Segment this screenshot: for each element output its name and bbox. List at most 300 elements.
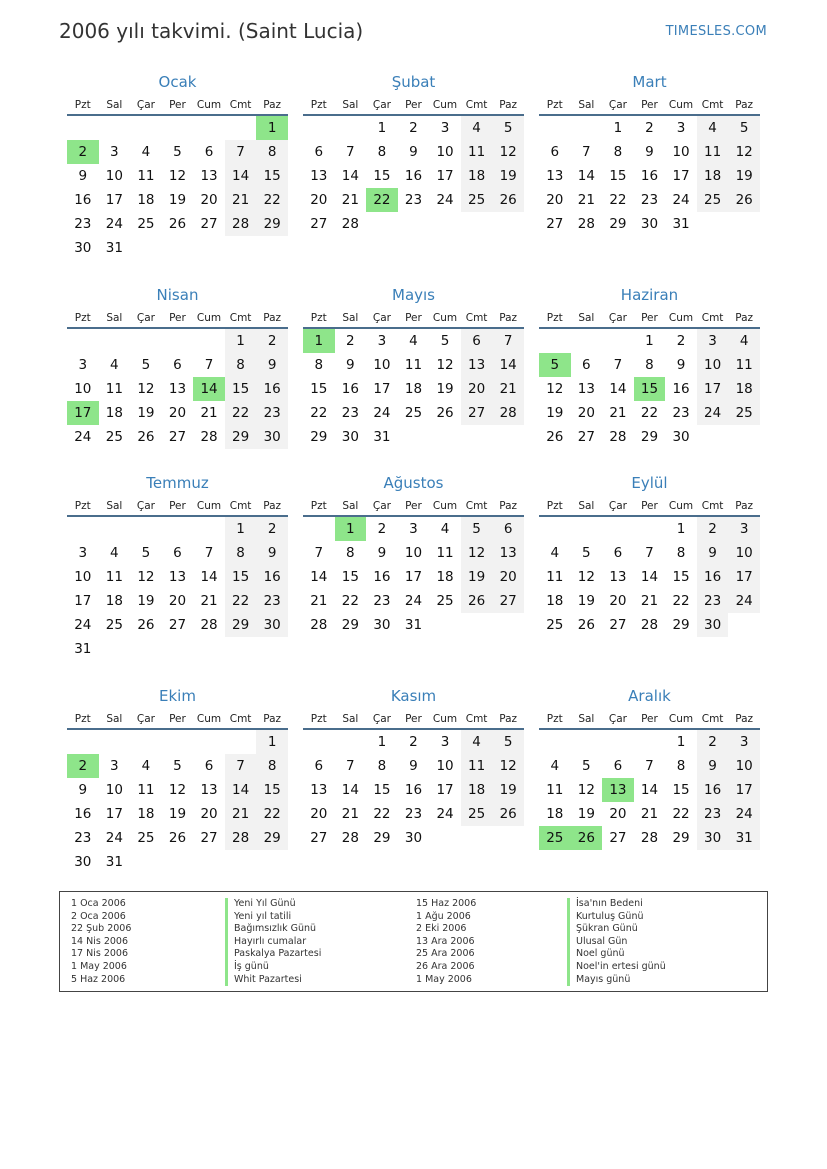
day-cell[interactable]: 9 <box>346 357 355 373</box>
weekend-day-cell[interactable]: 21 <box>492 377 524 401</box>
weekend-day-cell[interactable]: 30 <box>697 613 729 637</box>
day-cell[interactable]: 24 <box>672 192 690 208</box>
day-cell[interactable]: 31 <box>105 240 123 256</box>
holiday-day-cell[interactable]: 17 <box>67 401 99 425</box>
day-cell[interactable]: 23 <box>341 405 359 421</box>
day-cell[interactable]: 6 <box>314 758 324 774</box>
weekend-day-cell[interactable]: 12 <box>492 140 524 164</box>
weekend-day-cell[interactable]: 25 <box>461 802 493 826</box>
weekend-day-cell[interactable]: 15 <box>256 164 288 188</box>
weekend-day-cell[interactable]: 25 <box>461 188 493 212</box>
holiday-day-cell[interactable]: 22 <box>366 188 398 212</box>
weekend-day-cell[interactable]: 9 <box>256 541 288 565</box>
weekend-day-cell[interactable]: 8 <box>225 541 257 565</box>
weekend-day-cell[interactable]: 6 <box>492 517 524 541</box>
day-cell[interactable]: 18 <box>137 806 155 822</box>
day-cell[interactable]: 27 <box>546 216 564 232</box>
weekend-day-cell[interactable]: 23 <box>256 401 288 425</box>
day-cell[interactable]: 8 <box>676 758 686 774</box>
day-cell[interactable]: 4 <box>110 357 119 373</box>
day-cell[interactable]: 14 <box>310 569 328 585</box>
day-cell[interactable]: 10 <box>105 782 123 798</box>
day-cell[interactable]: 23 <box>672 405 690 421</box>
weekend-day-cell[interactable]: 8 <box>225 353 257 377</box>
day-cell[interactable]: 20 <box>310 192 328 208</box>
day-cell[interactable]: 17 <box>436 782 454 798</box>
day-cell[interactable]: 7 <box>204 357 214 373</box>
day-cell[interactable]: 26 <box>546 429 564 445</box>
day-cell[interactable]: 7 <box>613 357 623 373</box>
weekend-day-cell[interactable]: 18 <box>728 377 760 401</box>
weekend-day-cell[interactable]: 8 <box>256 754 288 778</box>
weekend-day-cell[interactable]: 22 <box>256 188 288 212</box>
day-cell[interactable]: 15 <box>373 782 391 798</box>
day-cell[interactable]: 11 <box>137 782 155 798</box>
weekend-day-cell[interactable]: 2 <box>697 730 729 754</box>
day-cell[interactable]: 25 <box>404 405 423 421</box>
day-cell[interactable]: 24 <box>105 216 123 232</box>
day-cell[interactable]: 6 <box>173 357 182 373</box>
day-cell[interactable]: 2 <box>409 734 418 750</box>
weekend-day-cell[interactable]: 13 <box>461 353 493 377</box>
day-cell[interactable]: 19 <box>168 192 187 208</box>
day-cell[interactable]: 5 <box>141 545 151 561</box>
day-cell[interactable]: 4 <box>440 521 450 537</box>
weekend-day-cell[interactable]: 29 <box>256 826 288 850</box>
day-cell[interactable]: 19 <box>168 806 187 822</box>
day-cell[interactable]: 5 <box>173 144 182 160</box>
weekend-day-cell[interactable]: 30 <box>697 826 729 850</box>
day-cell[interactable]: 12 <box>168 782 187 798</box>
day-cell[interactable]: 25 <box>105 617 123 633</box>
weekend-day-cell[interactable]: 29 <box>225 613 257 637</box>
day-cell[interactable]: 27 <box>200 830 218 846</box>
day-cell[interactable]: 11 <box>404 357 423 373</box>
weekend-day-cell[interactable]: 22 <box>225 401 257 425</box>
day-cell[interactable]: 21 <box>341 192 359 208</box>
day-cell[interactable]: 22 <box>341 593 359 609</box>
day-cell[interactable]: 3 <box>440 120 450 136</box>
day-cell[interactable]: 5 <box>440 333 450 349</box>
day-cell[interactable]: 25 <box>137 830 155 846</box>
day-cell[interactable]: 17 <box>672 168 690 184</box>
day-cell[interactable]: 14 <box>640 782 659 798</box>
weekend-day-cell[interactable]: 4 <box>461 116 493 140</box>
holiday-day-cell[interactable]: 2 <box>67 140 99 164</box>
day-cell[interactable]: 16 <box>373 569 391 585</box>
weekend-day-cell[interactable]: 26 <box>728 188 760 212</box>
day-cell[interactable]: 26 <box>137 429 155 445</box>
day-cell[interactable]: 13 <box>577 381 595 397</box>
weekend-day-cell[interactable]: 18 <box>461 164 493 188</box>
day-cell[interactable]: 16 <box>672 381 690 397</box>
weekend-day-cell[interactable]: 10 <box>728 541 760 565</box>
day-cell[interactable]: 22 <box>672 806 690 822</box>
day-cell[interactable]: 18 <box>546 593 564 609</box>
day-cell[interactable]: 9 <box>377 545 387 561</box>
day-cell[interactable]: 30 <box>404 830 423 846</box>
day-cell[interactable]: 7 <box>346 758 355 774</box>
day-cell[interactable]: 4 <box>110 545 119 561</box>
day-cell[interactable]: 6 <box>204 144 214 160</box>
day-cell[interactable]: 12 <box>546 381 564 397</box>
day-cell[interactable]: 13 <box>546 168 564 184</box>
day-cell[interactable]: 19 <box>436 381 454 397</box>
day-cell[interactable]: 5 <box>141 357 151 373</box>
day-cell[interactable]: 27 <box>609 830 627 846</box>
day-cell[interactable]: 30 <box>74 240 92 256</box>
day-cell[interactable]: 7 <box>645 758 654 774</box>
day-cell[interactable]: 14 <box>609 381 627 397</box>
weekend-day-cell[interactable]: 15 <box>225 565 257 589</box>
day-cell[interactable]: 19 <box>546 405 564 421</box>
day-cell[interactable]: 18 <box>137 192 155 208</box>
day-cell[interactable]: 11 <box>546 782 564 798</box>
day-cell[interactable]: 27 <box>577 429 595 445</box>
weekend-day-cell[interactable]: 16 <box>256 565 288 589</box>
day-cell[interactable]: 2 <box>377 521 387 537</box>
day-cell[interactable]: 21 <box>200 593 218 609</box>
day-cell[interactable]: 27 <box>200 216 218 232</box>
day-cell[interactable]: 16 <box>74 192 92 208</box>
day-cell[interactable]: 24 <box>436 192 454 208</box>
day-cell[interactable]: 17 <box>436 168 454 184</box>
day-cell[interactable]: 31 <box>74 641 92 657</box>
day-cell[interactable]: 31 <box>373 429 391 445</box>
weekend-day-cell[interactable]: 2 <box>697 517 729 541</box>
day-cell[interactable]: 14 <box>341 782 359 798</box>
day-cell[interactable]: 26 <box>168 830 187 846</box>
weekend-day-cell[interactable]: 10 <box>697 353 729 377</box>
day-cell[interactable]: 18 <box>105 405 123 421</box>
day-cell[interactable]: 8 <box>346 545 355 561</box>
weekend-day-cell[interactable]: 28 <box>225 212 257 236</box>
day-cell[interactable]: 10 <box>404 545 423 561</box>
weekend-day-cell[interactable]: 7 <box>492 329 524 353</box>
day-cell[interactable]: 3 <box>440 734 450 750</box>
day-cell[interactable]: 9 <box>78 168 88 184</box>
holiday-day-cell[interactable]: 15 <box>634 377 666 401</box>
day-cell[interactable]: 10 <box>373 357 391 373</box>
day-cell[interactable]: 27 <box>168 617 187 633</box>
day-cell[interactable]: 29 <box>640 429 659 445</box>
weekend-day-cell[interactable]: 17 <box>697 377 729 401</box>
day-cell[interactable]: 22 <box>373 806 391 822</box>
weekend-day-cell[interactable]: 18 <box>461 778 493 802</box>
day-cell[interactable]: 6 <box>613 545 623 561</box>
weekend-day-cell[interactable]: 11 <box>728 353 760 377</box>
day-cell[interactable]: 6 <box>550 144 560 160</box>
day-cell[interactable]: 30 <box>672 429 690 445</box>
day-cell[interactable]: 18 <box>546 806 564 822</box>
day-cell[interactable]: 8 <box>377 144 387 160</box>
weekend-day-cell[interactable]: 20 <box>492 565 524 589</box>
holiday-day-cell[interactable]: 26 <box>571 826 603 850</box>
day-cell[interactable]: 30 <box>74 854 92 870</box>
day-cell[interactable]: 20 <box>310 806 328 822</box>
weekend-day-cell[interactable]: 2 <box>256 329 288 353</box>
weekend-day-cell[interactable]: 15 <box>225 377 257 401</box>
day-cell[interactable]: 23 <box>404 192 423 208</box>
day-cell[interactable]: 11 <box>105 569 123 585</box>
day-cell[interactable]: 14 <box>577 168 595 184</box>
day-cell[interactable]: 1 <box>645 333 654 349</box>
holiday-day-cell[interactable]: 1 <box>303 329 335 353</box>
day-cell[interactable]: 13 <box>200 168 218 184</box>
day-cell[interactable]: 7 <box>204 545 214 561</box>
weekend-day-cell[interactable]: 30 <box>256 425 288 449</box>
weekend-day-cell[interactable]: 19 <box>461 565 493 589</box>
day-cell[interactable]: 13 <box>310 782 328 798</box>
weekend-day-cell[interactable]: 9 <box>256 353 288 377</box>
day-cell[interactable]: 2 <box>346 333 355 349</box>
weekend-day-cell[interactable]: 26 <box>492 188 524 212</box>
day-cell[interactable]: 28 <box>200 617 218 633</box>
day-cell[interactable]: 17 <box>74 593 92 609</box>
weekend-day-cell[interactable]: 5 <box>461 517 493 541</box>
weekend-day-cell[interactable]: 4 <box>728 329 760 353</box>
weekend-day-cell[interactable]: 7 <box>225 754 257 778</box>
day-cell[interactable]: 27 <box>310 216 328 232</box>
day-cell[interactable]: 19 <box>577 806 595 822</box>
day-cell[interactable]: 29 <box>341 617 359 633</box>
day-cell[interactable]: 16 <box>640 168 659 184</box>
day-cell[interactable]: 8 <box>314 357 324 373</box>
day-cell[interactable]: 15 <box>341 569 359 585</box>
weekend-day-cell[interactable]: 3 <box>728 730 760 754</box>
weekend-day-cell[interactable]: 24 <box>728 589 760 613</box>
weekend-day-cell[interactable]: 2 <box>256 517 288 541</box>
day-cell[interactable]: 12 <box>137 569 155 585</box>
day-cell[interactable]: 27 <box>310 830 328 846</box>
day-cell[interactable]: 22 <box>310 405 328 421</box>
day-cell[interactable]: 4 <box>550 758 560 774</box>
holiday-day-cell[interactable]: 2 <box>67 754 99 778</box>
day-cell[interactable]: 18 <box>436 569 454 585</box>
weekend-day-cell[interactable]: 25 <box>728 401 760 425</box>
weekend-day-cell[interactable]: 16 <box>697 565 729 589</box>
day-cell[interactable]: 25 <box>105 429 123 445</box>
weekend-day-cell[interactable]: 14 <box>492 353 524 377</box>
weekend-day-cell[interactable]: 18 <box>697 164 729 188</box>
day-cell[interactable]: 7 <box>346 144 355 160</box>
holiday-day-cell[interactable]: 13 <box>602 778 634 802</box>
weekend-day-cell[interactable]: 29 <box>256 212 288 236</box>
day-cell[interactable]: 10 <box>74 381 92 397</box>
day-cell[interactable]: 27 <box>609 617 627 633</box>
holiday-day-cell[interactable]: 5 <box>539 353 571 377</box>
weekend-day-cell[interactable]: 28 <box>225 826 257 850</box>
weekend-day-cell[interactable]: 24 <box>697 401 729 425</box>
weekend-day-cell[interactable]: 17 <box>728 565 760 589</box>
day-cell[interactable]: 14 <box>200 569 218 585</box>
weekend-day-cell[interactable]: 23 <box>697 589 729 613</box>
day-cell[interactable]: 12 <box>577 569 595 585</box>
day-cell[interactable]: 5 <box>173 758 182 774</box>
day-cell[interactable]: 8 <box>613 144 623 160</box>
day-cell[interactable]: 26 <box>137 617 155 633</box>
day-cell[interactable]: 28 <box>577 216 595 232</box>
weekend-day-cell[interactable]: 1 <box>225 517 257 541</box>
day-cell[interactable]: 9 <box>409 758 418 774</box>
day-cell[interactable]: 1 <box>676 521 686 537</box>
weekend-day-cell[interactable]: 20 <box>461 377 493 401</box>
weekend-day-cell[interactable]: 19 <box>728 164 760 188</box>
day-cell[interactable]: 2 <box>645 120 654 136</box>
day-cell[interactable]: 12 <box>168 168 187 184</box>
weekend-day-cell[interactable]: 21 <box>225 802 257 826</box>
day-cell[interactable]: 26 <box>577 617 595 633</box>
day-cell[interactable]: 20 <box>168 405 187 421</box>
day-cell[interactable]: 23 <box>74 216 92 232</box>
weekend-day-cell[interactable]: 11 <box>697 140 729 164</box>
day-cell[interactable]: 11 <box>436 545 454 561</box>
weekend-day-cell[interactable]: 27 <box>461 401 493 425</box>
day-cell[interactable]: 3 <box>676 120 686 136</box>
weekend-day-cell[interactable]: 5 <box>492 730 524 754</box>
day-cell[interactable]: 4 <box>141 758 151 774</box>
day-cell[interactable]: 2 <box>409 120 418 136</box>
day-cell[interactable]: 20 <box>168 593 187 609</box>
day-cell[interactable]: 19 <box>137 593 155 609</box>
holiday-day-cell[interactable]: 1 <box>335 517 367 541</box>
day-cell[interactable]: 24 <box>74 617 92 633</box>
day-cell[interactable]: 23 <box>74 830 92 846</box>
day-cell[interactable]: 31 <box>404 617 423 633</box>
day-cell[interactable]: 15 <box>672 569 690 585</box>
day-cell[interactable]: 13 <box>168 381 187 397</box>
weekend-day-cell[interactable]: 17 <box>728 778 760 802</box>
day-cell[interactable]: 28 <box>200 429 218 445</box>
day-cell[interactable]: 11 <box>137 168 155 184</box>
day-cell[interactable]: 13 <box>609 569 627 585</box>
weekend-day-cell[interactable]: 25 <box>697 188 729 212</box>
day-cell[interactable]: 26 <box>436 405 454 421</box>
day-cell[interactable]: 3 <box>110 144 119 160</box>
weekend-day-cell[interactable]: 16 <box>256 377 288 401</box>
day-cell[interactable]: 15 <box>310 381 328 397</box>
weekend-day-cell[interactable]: 5 <box>728 116 760 140</box>
day-cell[interactable]: 22 <box>609 192 627 208</box>
weekend-day-cell[interactable]: 19 <box>492 164 524 188</box>
day-cell[interactable]: 4 <box>141 144 151 160</box>
weekend-day-cell[interactable]: 23 <box>697 802 729 826</box>
weekend-day-cell[interactable]: 12 <box>728 140 760 164</box>
weekend-day-cell[interactable]: 11 <box>461 754 493 778</box>
day-cell[interactable]: 12 <box>436 357 454 373</box>
day-cell[interactable]: 13 <box>168 569 187 585</box>
day-cell[interactable]: 14 <box>640 569 659 585</box>
day-cell[interactable]: 6 <box>173 545 182 561</box>
weekend-day-cell[interactable]: 14 <box>225 778 257 802</box>
weekend-day-cell[interactable]: 11 <box>461 140 493 164</box>
day-cell[interactable]: 8 <box>645 357 654 373</box>
day-cell[interactable]: 21 <box>200 405 218 421</box>
day-cell[interactable]: 30 <box>640 216 659 232</box>
day-cell[interactable]: 28 <box>640 617 659 633</box>
day-cell[interactable]: 28 <box>341 830 359 846</box>
day-cell[interactable]: 20 <box>609 593 627 609</box>
day-cell[interactable]: 10 <box>105 168 123 184</box>
weekend-day-cell[interactable]: 22 <box>225 589 257 613</box>
day-cell[interactable]: 24 <box>74 429 92 445</box>
weekend-day-cell[interactable]: 3 <box>728 517 760 541</box>
day-cell[interactable]: 22 <box>640 405 659 421</box>
day-cell[interactable]: 30 <box>373 617 391 633</box>
weekend-day-cell[interactable]: 26 <box>492 802 524 826</box>
day-cell[interactable]: 16 <box>341 381 359 397</box>
day-cell[interactable]: 10 <box>672 144 690 160</box>
day-cell[interactable]: 9 <box>645 144 654 160</box>
weekend-day-cell[interactable]: 6 <box>461 329 493 353</box>
day-cell[interactable]: 28 <box>341 216 359 232</box>
day-cell[interactable]: 3 <box>409 521 418 537</box>
day-cell[interactable]: 20 <box>200 192 218 208</box>
day-cell[interactable]: 1 <box>377 120 387 136</box>
day-cell[interactable]: 18 <box>404 381 423 397</box>
day-cell[interactable]: 20 <box>609 806 627 822</box>
weekend-day-cell[interactable]: 12 <box>492 754 524 778</box>
site-link[interactable]: TIMESLES.COM <box>665 24 767 39</box>
day-cell[interactable]: 4 <box>550 545 560 561</box>
weekend-day-cell[interactable]: 8 <box>256 140 288 164</box>
weekend-day-cell[interactable]: 31 <box>728 826 760 850</box>
day-cell[interactable]: 25 <box>546 617 564 633</box>
day-cell[interactable]: 15 <box>672 782 690 798</box>
day-cell[interactable]: 17 <box>105 806 123 822</box>
weekend-day-cell[interactable]: 26 <box>461 589 493 613</box>
day-cell[interactable]: 7 <box>645 545 654 561</box>
day-cell[interactable]: 16 <box>404 168 423 184</box>
day-cell[interactable]: 20 <box>546 192 564 208</box>
day-cell[interactable]: 19 <box>137 405 155 421</box>
holiday-day-cell[interactable]: 14 <box>193 377 225 401</box>
day-cell[interactable]: 21 <box>640 806 659 822</box>
day-cell[interactable]: 21 <box>640 593 659 609</box>
day-cell[interactable]: 11 <box>546 569 564 585</box>
weekend-day-cell[interactable]: 5 <box>492 116 524 140</box>
day-cell[interactable]: 12 <box>137 381 155 397</box>
weekend-day-cell[interactable]: 21 <box>225 188 257 212</box>
day-cell[interactable]: 31 <box>105 854 123 870</box>
day-cell[interactable]: 3 <box>78 357 88 373</box>
day-cell[interactable]: 9 <box>676 357 686 373</box>
day-cell[interactable]: 26 <box>168 216 187 232</box>
weekend-day-cell[interactable]: 13 <box>492 541 524 565</box>
weekend-day-cell[interactable]: 19 <box>492 778 524 802</box>
day-cell[interactable]: 7 <box>582 144 591 160</box>
day-cell[interactable]: 1 <box>676 734 686 750</box>
day-cell[interactable]: 19 <box>577 593 595 609</box>
day-cell[interactable]: 28 <box>609 429 627 445</box>
weekend-day-cell[interactable]: 7 <box>225 140 257 164</box>
day-cell[interactable]: 17 <box>373 381 391 397</box>
day-cell[interactable]: 31 <box>672 216 690 232</box>
weekend-day-cell[interactable]: 1 <box>256 730 288 754</box>
holiday-day-cell[interactable]: 25 <box>539 826 571 850</box>
day-cell[interactable]: 5 <box>582 758 591 774</box>
day-cell[interactable]: 24 <box>404 593 423 609</box>
weekend-day-cell[interactable]: 28 <box>492 401 524 425</box>
weekend-day-cell[interactable]: 9 <box>697 541 729 565</box>
day-cell[interactable]: 8 <box>377 758 387 774</box>
weekend-day-cell[interactable]: 9 <box>697 754 729 778</box>
day-cell[interactable]: 3 <box>78 545 88 561</box>
weekend-day-cell[interactable]: 22 <box>256 802 288 826</box>
weekend-day-cell[interactable]: 27 <box>492 589 524 613</box>
day-cell[interactable]: 11 <box>105 381 123 397</box>
weekend-day-cell[interactable]: 30 <box>256 613 288 637</box>
